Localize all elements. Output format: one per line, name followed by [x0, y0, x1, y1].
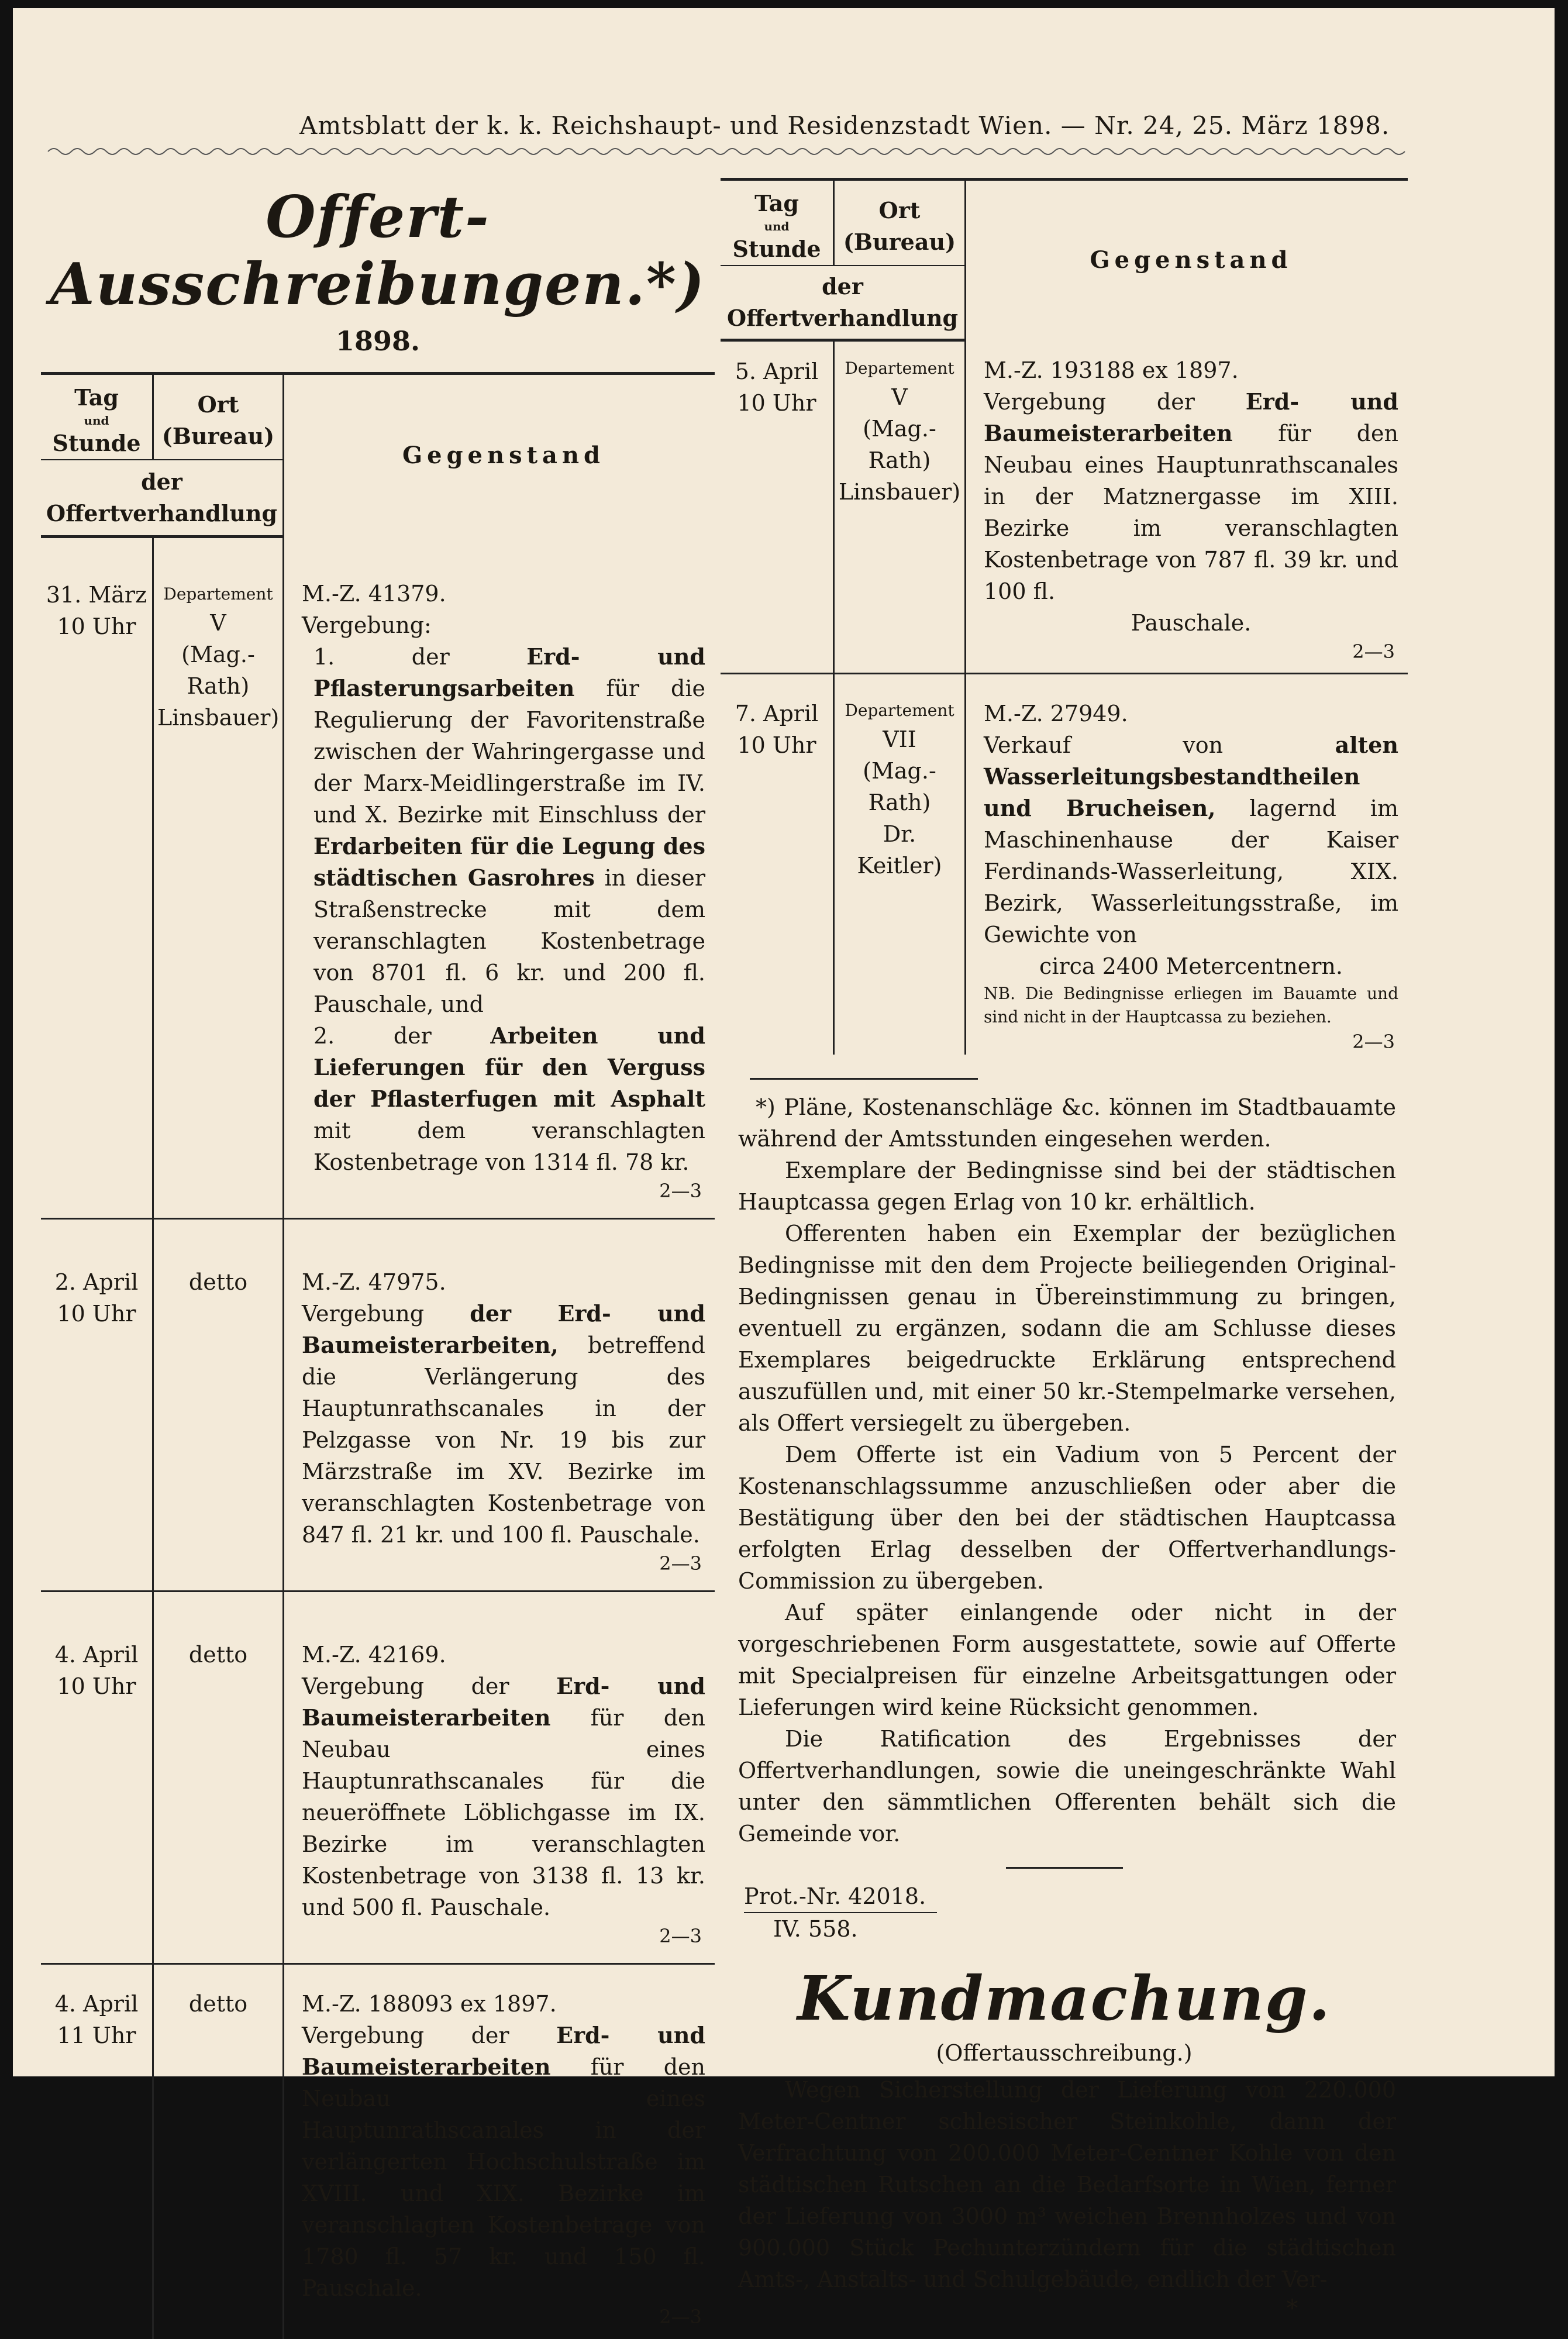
- table-row: [41, 537, 715, 1219]
- col-header-day: Tag und Stunde: [721, 180, 834, 266]
- left-column: [41, 178, 715, 2339]
- entry-subject: M.-Z. 42169. Vergebung der Erd- und Baumeisterarbeiten für den Neubau eines Hauptunrathscanales für die neueröffnete Löblichgasse im IX. Bezirke im veranschlagten Kostenbetrage von 3138 fl. 13 kr. und 500 fl. Pauschale. 2—3: [284, 1591, 715, 1963]
- section-title: Offert-Ausschreibungen.*): [50, 184, 706, 318]
- col-header-day: Tag und Stunde: [41, 374, 153, 460]
- announcement-body: Wegen Sicherstellung der Lieferung von 220.000 Meter-Centner schlesischer Steinkohle, dann der Verfrachtung von 200.000 Meter-Centner Kohle von den städtischen Rutschen an die Bedarfsorte in Wien, ferner der Lieferung von 3000 m³ weichen Brennholzes und von 900.000 Stück Pechunterzündern für die städtischen Amts-, Anstalts- und Schulgebäude, endlich der Ver-: [738, 2076, 1396, 2292]
- entry-sequence: 2—3: [659, 1924, 702, 1947]
- divider: [750, 1078, 978, 1080]
- offers-table-left: [41, 372, 715, 2339]
- page: [13, 8, 1555, 2328]
- footnotes: *) Pläne, Kostenanschläge &c. können im Stadtbauamte während der Amtsstunden eingesehen werden. Exemplare der Bedingnisse sind bei der städtischen Hauptcassa gegen Erlag von 10 kr. erhältlich. Offerenten haben ein Exemplar der bezüglichen Bedingnisse mit den dem Projecte beiliegenden Original-Bedingnissen genau in Übereinstimmung zu bringen, eventuell zu ergänzen, sodann die am Schlusse dieses Exemplares beigedruckte Erklärung entsprechend auszufüllen und, mit einer 50 kr.-Stempelmarke versehen, als Offert versiegelt zu übergeben. Dem Offerte ist ein Vadium von 5 Percent der Kostenanschlagssumme anzuschließen oder aber die Bestätigung über den bei der städtischen Hauptcassa erfolgten Erlag desselben der Offertverhandlungs-Commission zu übergeben. Auf später einlangende oder nicht in der vorgeschriebenen Form ausgestattete, sowie auf Offerte mit Specialpreisen für einzelne Arbeitsgattungen oder Lieferungen wird keine Rücksicht genommen. Die Ratification des Ergebnisses der Offertverhandlungen, sowie die uneingeschränkte Wahl unter den sämmtlichen Offerenten behält sich die Gemeinde vor.: [738, 1094, 1396, 1847]
- table-row: [41, 1218, 715, 1591]
- entry-dept: detto: [153, 1218, 284, 1591]
- wavy-rule: [48, 146, 1417, 157]
- entry-date: 7. April 10 Uhr: [721, 673, 834, 1055]
- entry-date: 5. April 10 Uhr: [721, 340, 834, 674]
- entry-sequence: 2—3: [1352, 640, 1395, 663]
- entry-dept: Departement V (Mag.-Rath) Linsbauer): [153, 537, 284, 1219]
- protocol-number: Prot.-Nr. 42018.: [744, 1883, 926, 1909]
- nb-note: NB. Die Bedingnisse erliegen im Bauamte und sind nicht in der Hauptcassa zu beziehen.: [984, 983, 1398, 1026]
- col-header-place: Ort (Bureau): [834, 180, 966, 266]
- entry-sequence: 2—3: [659, 1552, 702, 1575]
- right-column: [721, 178, 1408, 2322]
- entry-date: 4. April 11 Uhr: [41, 1963, 153, 2339]
- col-header-negotiation: der Offertverhandlung: [721, 266, 966, 340]
- entry-subject: M.-Z. 188093 ex 1897. Vergebung der Erd- und Baumeisterarbeiten für den Neubau eines Hauptunrathscanales in der verlängerten Hochschulstraße im XVIII. und XIX. Bezirke im veranschlagten Kostenbetrage von 1780 fl. 57 kr. und 150 fl. Pauschale. 2—3: [284, 1963, 715, 2339]
- announcement-subtitle: (Offertausschreibung.): [936, 2040, 1193, 2066]
- entry-dept: detto: [153, 1591, 284, 1963]
- entry-date: 2. April 10 Uhr: [41, 1218, 153, 1591]
- entry-date: 31. März 10 Uhr: [41, 537, 153, 1219]
- entry-date: 4. April 10 Uhr: [41, 1591, 153, 1963]
- entry-sequence: 2—3: [659, 1179, 702, 1202]
- asterisk: *: [1286, 2295, 1298, 2322]
- section-year: 1898.: [335, 325, 421, 357]
- entry-subject: M.-Z. 193188 ex 1897. Vergebung der Erd- und Baumeisterarbeiten für den Neubau eines Hauptunrathscanales in der Matznergasse im XIII. Bezirke im veranschlagten Kostenbetrage von 787 fl. 39 kr. und 100 fl. Pauschale. 2—3: [966, 340, 1408, 674]
- page-header: Amtsblatt der k. k. Reichshaupt- und Residenzstadt Wien. — Nr. 24, 25. März 1898.: [299, 111, 1390, 140]
- announcement-title: Kundmachung.: [797, 1962, 1331, 2034]
- divider: [1006, 1867, 1123, 1869]
- table-row: [721, 340, 1408, 674]
- table-row: [41, 1591, 715, 1963]
- col-header-place: Ort (Bureau): [153, 374, 284, 460]
- col-header-negotiation: der Offertverhandlung: [41, 460, 284, 537]
- entry-sequence: 2—3: [1352, 1030, 1395, 1053]
- protocol-ref: IV. 558.: [773, 1916, 858, 1942]
- entry-sequence: 2—3: [659, 2305, 702, 2328]
- entry-subject: M.-Z. 47975. Vergebung der Erd- und Baumeisterarbeiten, betreffend die Verlängerung des Hauptunrathscanales in der Pelzgasse von Nr. 19 bis zur Märzstraße im XV. Bezirke im veranschlagten Kostenbetrage von 847 fl. 21 kr. und 100 fl. Pauschale. 2—3: [284, 1218, 715, 1591]
- entry-dept: Departement VII (Mag.-Rath) Dr. Keitler): [834, 673, 966, 1055]
- entry-subject: M.-Z. 27949. Verkauf von alten Wasserleitungsbestandtheilen und Brucheisen, lagernd im Maschinenhause der Kaiser Ferdinands-Wasserleitung, XIX. Bezirk, Wasserleitungsstraße, im Gewichte von circa 2400 Metercentnern. NB. Die Bedingnisse erliegen im Bauamte und sind nicht in der Hauptcassa zu beziehen. 2—3: [966, 673, 1408, 1055]
- col-header-subject: Gegenstand: [402, 442, 605, 470]
- table-row: [721, 673, 1408, 1055]
- table-row: [41, 1963, 715, 2339]
- entry-dept: Departement V (Mag.-Rath) Linsbauer): [834, 340, 966, 674]
- entry-dept: detto: [153, 1963, 284, 2339]
- col-header-subject: Gegenstand: [1090, 246, 1293, 274]
- entry-subject: M.-Z. 41379. Vergebung: 1. der Erd- und Pflasterungsarbeiten für die Regulierung der Favoritenstraße zwischen der Wahringergasse und der Marx-Meidlingerstraße im IV. und X. Bezirke mit Einschluss der Erdarbeiten für die Legung des städtischen Gasrohres in dieser Straßenstrecke mit dem veranschlagten Kostenbetrage von 8701 fl. 6 kr. und 200 fl. Pauschale, und 2. der Arbeiten und Lieferungen für den Verguss der Pflasterfugen mit Asphalt mit dem veranschlagten Kostenbetrage von 1314 fl. 78 kr. 2—3: [284, 537, 715, 1219]
- offers-table-right: [721, 178, 1408, 1055]
